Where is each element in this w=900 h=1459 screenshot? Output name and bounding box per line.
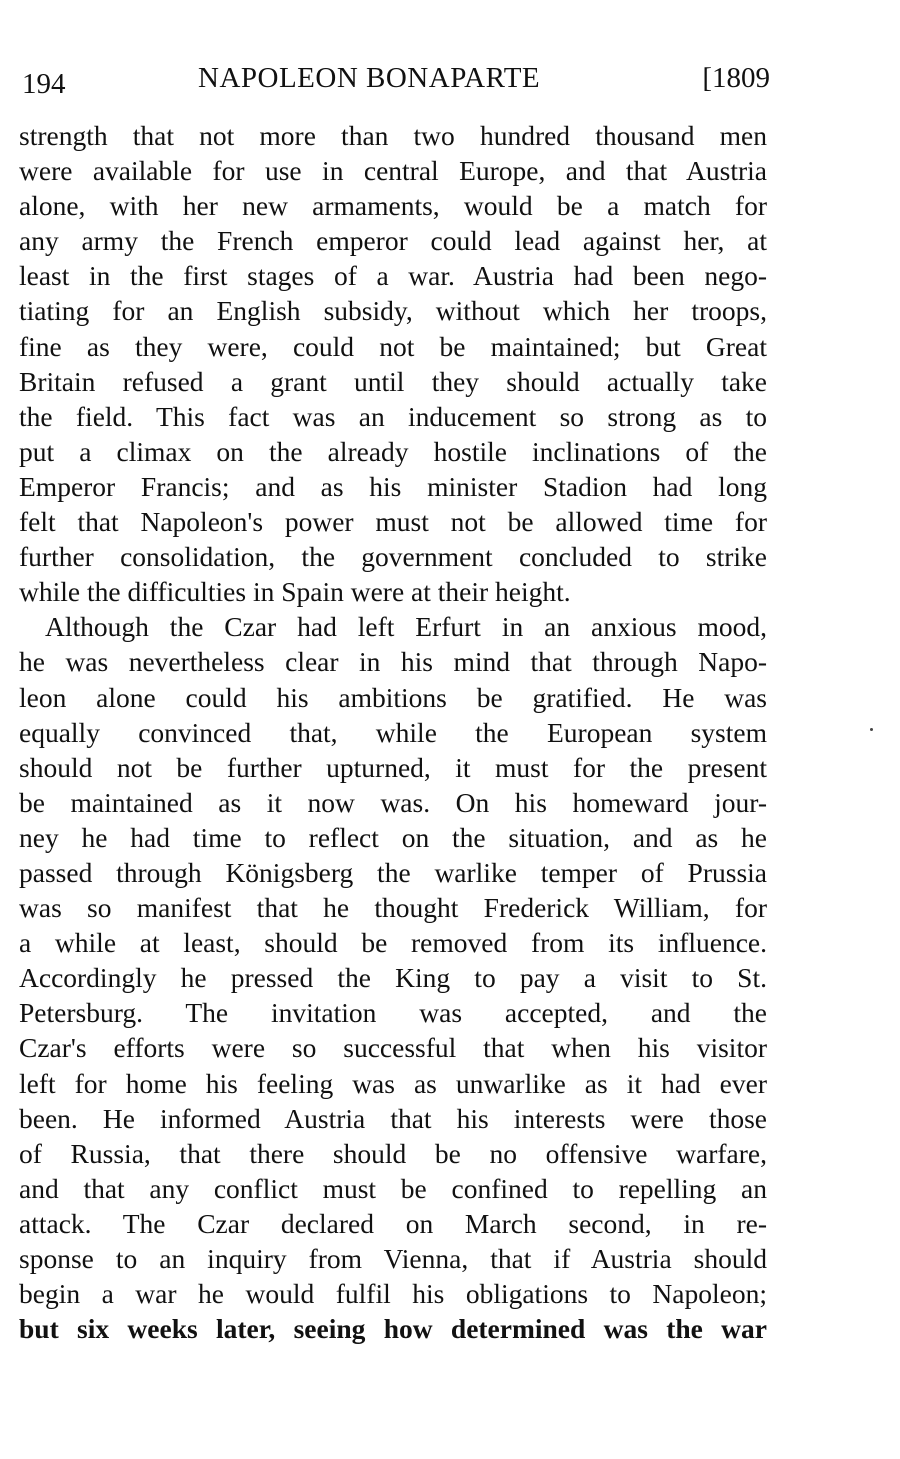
text-line: equally convinced that, while the European system: [19, 716, 767, 748]
text-line: the field. This fact was an inducement so strong as to: [19, 400, 767, 432]
body-text: [19, 118, 767, 1346]
text-line: left for home his feeling was as unwarlike as it had ever: [19, 1067, 767, 1099]
text-line: be maintained as it now was. On his homeward jour-: [19, 786, 767, 818]
text-line: any army the French emperor could lead against her, at: [19, 225, 767, 257]
text-line: and that any conflict must be confined to repelling an: [19, 1172, 767, 1204]
text-line: begin a war he would fulfil his obligations to Napoleon;: [19, 1278, 767, 1310]
text-line: strength that not more than two hundred thousand men: [19, 120, 767, 151]
text-line: while the difficulties in Spain were at their height.: [19, 576, 571, 608]
text-line: passed through Königsberg the warlike temper of Prussia: [19, 856, 767, 888]
text-line: Czar's efforts were so successful that when his visitor: [19, 1032, 767, 1064]
paragraph-2: [19, 609, 767, 1346]
text-line: sponse to an inquiry from Vienna, that if Austria should: [19, 1243, 767, 1274]
margin-speck: [870, 728, 873, 731]
text-line: tiating for an English subsidy, without which her troops,: [19, 295, 767, 327]
text-line: felt that Napoleon's power must not be allowed time for: [19, 506, 767, 538]
running-head: [22, 56, 770, 100]
text-line: ney he had time to reflect on the situation, and as he: [19, 821, 767, 853]
text-line: fine as they were, could not be maintained; but Great: [19, 330, 767, 362]
paragraph-1: [19, 118, 767, 609]
page-number: 194: [22, 68, 66, 100]
text-line: but six weeks later, seeing how determined was the war: [19, 1313, 767, 1345]
year-marker: [1809: [702, 62, 770, 94]
text-line: was so manifest that he thought Frederick William, for: [19, 892, 767, 924]
text-line: alone, with her new armaments, would be a match for: [19, 190, 767, 222]
text-line: Although the Czar had left Erfurt in an anxious mood,: [45, 611, 767, 643]
text-line: been. He informed Austria that his interests were those: [19, 1102, 767, 1134]
text-line: leon alone could his ambitions be gratified. He was: [19, 681, 767, 713]
book-title: NAPOLEON BONAPARTE: [198, 62, 541, 94]
text-line: attack. The Czar declared on March second, in re-: [19, 1207, 767, 1239]
text-line: should not be further upturned, it must for the present: [19, 751, 767, 783]
text-line: Petersburg. The invitation was accepted, and the: [19, 997, 767, 1029]
text-line: Emperor Francis; and as his minister Stadion had long: [19, 470, 767, 502]
text-line: Accordingly he pressed the King to pay a visit to St.: [19, 962, 767, 994]
text-line: further consolidation, the government concluded to strike: [19, 541, 767, 573]
text-line: put a climax on the already hostile inclinations of the: [19, 435, 767, 467]
text-line: were available for use in central Europe, and that Austria: [19, 155, 767, 187]
text-line: Britain refused a grant until they should actually take: [19, 365, 767, 397]
text-line: a while at least, should be removed from its influence.: [19, 927, 767, 959]
text-line: of Russia, that there should be no offensive warfare,: [19, 1137, 767, 1169]
text-line: least in the first stages of a war. Austria had been nego-: [19, 260, 767, 292]
text-line: he was nevertheless clear in his mind that through Napo-: [19, 646, 767, 678]
